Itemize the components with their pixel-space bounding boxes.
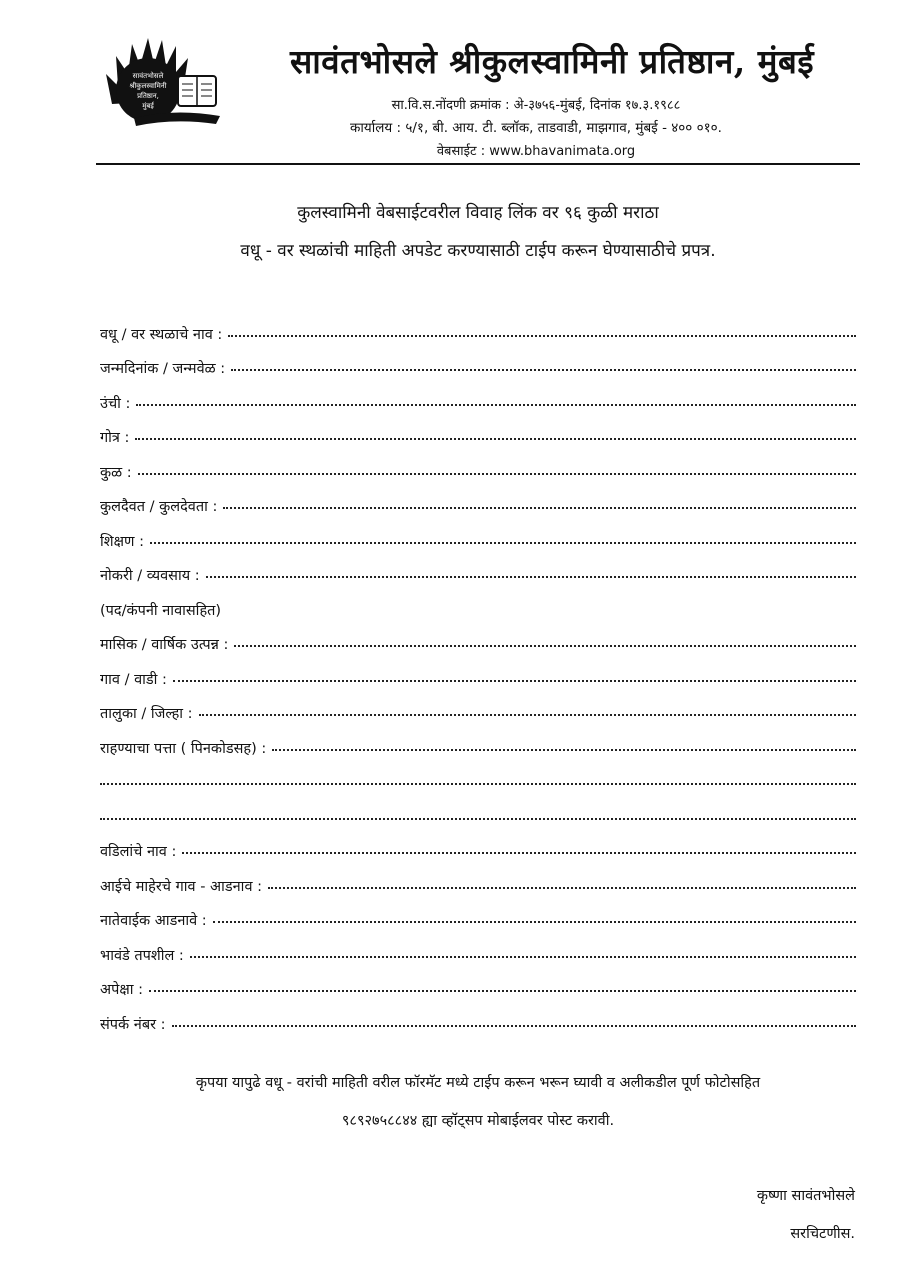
field-occupation: [100, 552, 856, 587]
fill-line[interactable]: [231, 368, 856, 371]
fill-line[interactable]: [173, 679, 856, 682]
field-birth: [100, 345, 856, 380]
field-label: शिक्षण :: [100, 533, 144, 550]
field-address-cont-1: [100, 759, 856, 794]
fill-line[interactable]: [223, 506, 856, 509]
field-mother-native: [100, 862, 856, 897]
instruction-line-2: ९८९२७५८८४४ ह्या व्हॉट्सप मोबाईलवर पोस्ट करावी.: [341, 1113, 615, 1129]
field-father: [100, 828, 856, 863]
field-education: [100, 517, 856, 552]
fill-line[interactable]: [138, 472, 856, 475]
field-label: वधू / वर स्थळाचे नाव :: [100, 326, 223, 343]
fill-line[interactable]: [199, 713, 856, 716]
form-fields: [100, 310, 856, 1035]
fill-line[interactable]: [228, 334, 856, 337]
field-label: नातेवाईक आडनावे :: [100, 913, 207, 929]
form-heading-line-1: कुलस्वामिनी वेबसाईटवरील विवाह लिंक वर ९६ कुळी मराठा: [297, 203, 659, 223]
field-label: गोत्र :: [100, 430, 130, 446]
fill-line[interactable]: [234, 644, 856, 647]
field-label: मासिक / वार्षिक उत्पन्न :: [100, 637, 229, 653]
fill-line[interactable]: [100, 817, 856, 820]
field-label: भावंडे तपशील :: [100, 947, 184, 964]
field-name: [100, 310, 856, 345]
form-heading-line-2: वधू - वर स्थळांची माहिती अपडेट करण्यासाठी टाईप करून घेण्यासाठीचे प्रपत्र.: [240, 241, 716, 261]
fill-line[interactable]: [149, 989, 856, 992]
field-address: [100, 724, 856, 759]
signatory-name: कृष्णा सावंतभोसले: [756, 1188, 855, 1204]
fill-line[interactable]: [182, 851, 856, 854]
instruction-line-1: कृपया यापुढे वधू - वरांची माहिती वरील फॉरमॅट मध्ये टाईप करून भरून घ्यावी व अलीकडील पूर्ण फोटोसहित: [195, 1075, 761, 1091]
field-label: आईचे माहेरचे गाव - आडनाव :: [100, 878, 262, 895]
field-address-cont-2: [100, 793, 856, 828]
field-height: [100, 379, 856, 414]
field-label: जन्मदिनांक / जन्मवेळ :: [100, 361, 226, 377]
field-occupation-note: [100, 586, 856, 621]
fill-line[interactable]: [268, 886, 856, 889]
field-label: राहण्याचा पत्ता ( पिनकोडसह) :: [100, 740, 267, 757]
field-label: कुळ :: [100, 464, 132, 481]
fill-line[interactable]: [136, 403, 856, 406]
fill-line[interactable]: [213, 920, 856, 923]
field-label: अपेक्षा :: [100, 982, 143, 998]
field-expectations: [100, 966, 856, 1001]
field-label: गाव / वाडी :: [100, 671, 167, 688]
fill-line[interactable]: [206, 575, 856, 578]
fill-line[interactable]: [172, 1024, 856, 1027]
office-address: कार्यालय : ५/१, बी. आय. टी. ब्लॉक, ताडवाडी, माझगाव, मुंबई - ४०० ०१०.: [350, 120, 722, 136]
field-taluka: [100, 690, 856, 725]
field-village: [100, 655, 856, 690]
organization-title: सावंतभोसले श्रीकुलस्वामिनी प्रतिष्ठान, मुंबई: [289, 42, 815, 81]
signatory-designation: सरचिटणीस.: [790, 1226, 855, 1242]
field-contact: [100, 1000, 856, 1035]
field-kul: [100, 448, 856, 483]
website-info: वेबसाईट : www.bhavanimata.org: [436, 144, 636, 159]
svg-text:प्रतिष्ठान,: प्रतिष्ठान,: [137, 92, 159, 100]
fill-line[interactable]: [190, 955, 856, 958]
fill-line[interactable]: [150, 541, 856, 544]
field-income: [100, 621, 856, 656]
fill-line[interactable]: [135, 437, 856, 440]
field-siblings: [100, 931, 856, 966]
field-label: (पद/कंपनी नावासहित): [100, 602, 222, 619]
svg-text:श्रीकुलस्वामिनी: श्रीकुलस्वामिनी: [129, 82, 167, 90]
field-kuldaivat: [100, 483, 856, 518]
field-label: संपर्क नंबर :: [100, 1016, 166, 1033]
fill-line[interactable]: [100, 782, 856, 785]
fill-line[interactable]: [272, 748, 856, 751]
field-label: वडिलांचे नाव :: [100, 844, 177, 860]
field-gotra: [100, 414, 856, 449]
field-label: उंची :: [100, 395, 131, 412]
registration-info: सा.वि.स.नोंदणी क्रमांक : अे-३७५६-मुंबई, दिनांक १७.३.१९८८: [391, 98, 681, 113]
svg-text:मुंबई: मुंबई: [142, 102, 154, 110]
field-label: कुलदैवत / कुलदेवता :: [100, 499, 218, 515]
organization-logo: [104, 34, 224, 130]
svg-text:सावंतभोसले: सावंतभोसले: [132, 72, 164, 80]
field-label: तालुका / जिल्हा :: [100, 706, 193, 722]
header-divider: [96, 163, 860, 165]
field-relatives: [100, 897, 856, 932]
field-label: नोकरी / व्यवसाय :: [100, 568, 200, 584]
